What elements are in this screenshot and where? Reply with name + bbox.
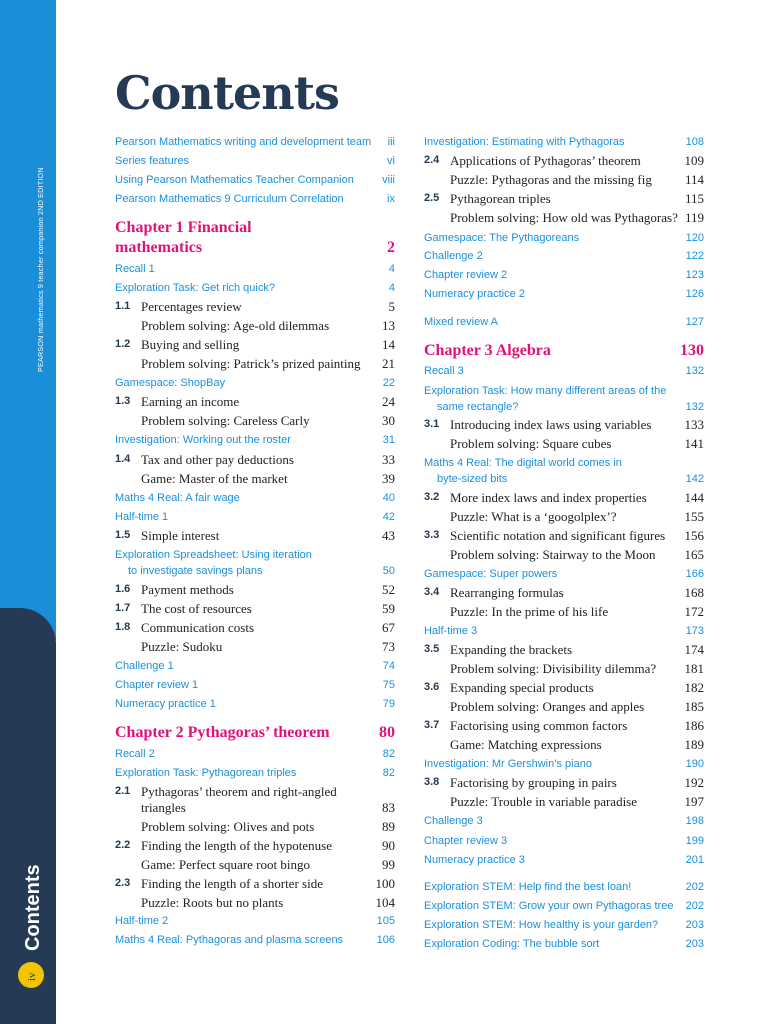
- section-number: 3.4: [424, 586, 440, 598]
- entry-title: Puzzle: Sudoku: [141, 639, 223, 654]
- entry-title: Scientific notation and significant figures: [450, 528, 666, 543]
- entry-title: Maths 4 Real: Pythagoras and plasma screens: [115, 934, 344, 946]
- entry-title: Pearson Mathematics writing and development team: [115, 136, 372, 148]
- toc-entry[interactable]: [115, 377, 395, 395]
- book-title-text: PEARSON mathematics 9 teacher companion 2ND EDITION: [36, 167, 45, 372]
- entry-page: 203: [685, 919, 704, 931]
- entry-title: Gamespace: The Pythagoreans: [424, 232, 580, 244]
- entry-page: 104: [375, 895, 395, 910]
- toc-entry[interactable]: [115, 434, 395, 452]
- entry-page: 155: [684, 509, 704, 524]
- entry-title: Payment methods: [141, 582, 234, 597]
- toc-entry[interactable]: [424, 737, 704, 755]
- entry-page: 108: [685, 136, 704, 148]
- entry-title: Half-time 1: [115, 511, 169, 523]
- toc-entry[interactable]: [424, 250, 704, 268]
- entry-title: Chapter review 2: [424, 269, 508, 281]
- section-number: 2.5: [424, 192, 440, 204]
- entry-page: 43: [382, 528, 395, 543]
- section-number: 2.2: [115, 839, 131, 851]
- entry-title: Puzzle: Trouble in variable paradise: [450, 794, 638, 809]
- entry-page: 142: [685, 473, 704, 485]
- toc-entry[interactable]: [115, 895, 395, 913]
- toc-entry[interactable]: [424, 528, 704, 546]
- entry-page: 50: [382, 565, 395, 577]
- entry-page: 119: [684, 210, 704, 225]
- entry-title: Problem solving: Age-old dilemmas: [141, 318, 330, 333]
- entry-page: 181: [684, 661, 704, 676]
- entry-title: Simple interest: [141, 528, 220, 543]
- entry-page: 40: [382, 492, 395, 504]
- entry-page: 114: [684, 172, 704, 187]
- entry-page: 127: [685, 316, 704, 328]
- toc-entry[interactable]: [115, 511, 395, 529]
- toc-entry[interactable]: [424, 815, 704, 833]
- section-number: 1.7: [115, 602, 131, 614]
- toc-entry[interactable]: [424, 625, 704, 643]
- entry-title: to investigate savings plans: [128, 565, 263, 577]
- entry-page: 42: [382, 511, 395, 523]
- entry-title: Factorising by grouping in pairs: [450, 775, 617, 790]
- toc-entry[interactable]: [424, 232, 704, 250]
- entry-page: 99: [382, 857, 395, 872]
- toc-entry[interactable]: [115, 698, 395, 716]
- chapter-title: Chapter 3 Algebra: [424, 342, 551, 359]
- toc-entry[interactable]: [424, 509, 704, 527]
- entry-title: Chapter review 1: [115, 679, 199, 691]
- toc-entry[interactable]: [115, 193, 395, 211]
- toc-entry[interactable]: [115, 819, 395, 837]
- entry-page: 202: [685, 900, 704, 912]
- toc-entry[interactable]: [115, 263, 395, 281]
- entry-page: 202: [685, 881, 704, 893]
- toc-entry[interactable]: [424, 604, 704, 622]
- toc-entry[interactable]: [115, 915, 395, 933]
- entry-page: vi: [387, 155, 395, 167]
- entry-title: Game: Perfect square root bingo: [141, 857, 310, 872]
- entry-title: Exploration STEM: How healthy is your garden?: [424, 919, 659, 931]
- chapter-page: 80: [379, 724, 395, 741]
- chapter-title: Chapter 2 Pythagoras’ theorem: [115, 724, 330, 741]
- entry-title: Investigation: Working out the roster: [115, 434, 291, 446]
- entry-title: Introducing index laws using variables: [450, 417, 652, 432]
- entry-title: Investigation: Mr Gershwin’s piano: [424, 758, 592, 770]
- toc-entry[interactable]: [424, 661, 704, 679]
- entry-title: Investigation: Estimating with Pythagoras: [424, 136, 625, 148]
- toc-entry[interactable]: [115, 620, 395, 638]
- toc-entry[interactable]: [424, 269, 704, 287]
- entry-title: Rearranging formulas: [450, 585, 564, 600]
- entry-page: 5: [388, 299, 395, 314]
- entry-title: Game: Master of the market: [141, 471, 288, 486]
- entry-title: byte-sized bits: [437, 473, 508, 485]
- toc-entry[interactable]: [424, 568, 704, 586]
- entry-title: Earning an income: [141, 394, 240, 409]
- entry-title: Exploration Task: Get rich quick?: [115, 282, 275, 294]
- section-number: 1.5: [115, 529, 131, 541]
- toc-entry[interactable]: [115, 857, 395, 875]
- entry-page: 67: [382, 620, 395, 635]
- toc-entry[interactable]: [424, 153, 704, 171]
- section-number: 3.5: [424, 643, 440, 655]
- entry-title: Puzzle: Roots but no plants: [141, 895, 284, 910]
- entry-page: 105: [376, 915, 395, 927]
- page-number: iv: [26, 972, 38, 981]
- section-number: 3.3: [424, 529, 440, 541]
- entry-page: ix: [387, 193, 395, 205]
- toc-entry[interactable]: [424, 585, 704, 603]
- entry-page: 141: [684, 436, 704, 451]
- entry-title: Maths 4 Real: The digital world comes in: [424, 457, 622, 469]
- entry-title: Problem solving: Careless Carly: [141, 413, 310, 428]
- entry-title: Half-time 2: [115, 915, 169, 927]
- chapter-heading[interactable]: [115, 239, 395, 257]
- entry-title: Problem solving: Square cubes: [450, 436, 612, 451]
- entry-title: Problem solving: Divisibility dilemma?: [450, 661, 657, 676]
- toc-entry[interactable]: [424, 919, 704, 937]
- entry-page: 199: [685, 835, 704, 847]
- toc-entry[interactable]: [115, 174, 395, 192]
- entry-title: Exploration Spreadsheet: Using iteration: [115, 549, 312, 561]
- entry-page: 14: [382, 337, 395, 352]
- entry-title: Recall 2: [115, 748, 155, 760]
- entry-page: 33: [382, 452, 395, 467]
- chapter-page: 130: [680, 342, 704, 359]
- toc-entry[interactable]: [115, 582, 395, 600]
- entry-page: 189: [684, 737, 704, 752]
- toc-entry[interactable]: [424, 436, 704, 454]
- toc-entry[interactable]: [115, 471, 395, 489]
- page-title: Contents: [115, 66, 339, 120]
- entry-page: 172: [684, 604, 704, 619]
- entry-page: 126: [685, 288, 704, 300]
- section-number: 1.2: [115, 338, 131, 350]
- entry-page: 13: [382, 318, 395, 333]
- toc-entry[interactable]: [115, 838, 395, 856]
- entry-page: 144: [684, 490, 704, 505]
- toc-entry[interactable]: [424, 547, 704, 565]
- book-spine-label: [36, 72, 46, 372]
- toc-entry[interactable]: [115, 318, 395, 336]
- entry-title: Numeracy practice 2: [424, 288, 525, 300]
- toc-entry[interactable]: [115, 767, 395, 785]
- toc-entry[interactable]: [424, 210, 704, 228]
- section-number: 2.1: [115, 785, 131, 797]
- entry-page: 90: [382, 838, 395, 853]
- section-number: 2.4: [424, 154, 440, 166]
- entry-title: Tax and other pay deductions: [141, 452, 294, 467]
- entry-title: Problem solving: Olives and pots: [141, 819, 315, 834]
- entry-title: Recall 3: [424, 365, 464, 377]
- sidebar-band: [0, 0, 56, 640]
- toc-entry[interactable]: [115, 155, 395, 173]
- entry-page: 89: [382, 819, 395, 834]
- toc-entry[interactable]: [424, 758, 704, 776]
- toc-entry[interactable]: [115, 876, 395, 894]
- chapter-page: 2: [387, 239, 395, 256]
- entry-title: Using Pearson Mathematics Teacher Companion: [115, 174, 354, 186]
- entry-title: Puzzle: Pythagoras and the missing fig: [450, 172, 652, 187]
- toc-entry[interactable]: [424, 699, 704, 717]
- toc-entry[interactable]: [115, 452, 395, 470]
- entry-title: Pythagoras’ theorem and right-angled: [141, 784, 337, 799]
- entry-page: 173: [685, 625, 704, 637]
- toc-entry[interactable]: [424, 316, 704, 334]
- entry-title: Challenge 1: [115, 660, 174, 672]
- entry-page: 4: [388, 263, 395, 275]
- entry-title: Recall 1: [115, 263, 155, 275]
- toc-entry[interactable]: [424, 900, 704, 918]
- entry-page: 166: [685, 568, 704, 580]
- entry-title: Exploration STEM: Grow your own Pythagoras tree: [424, 900, 674, 912]
- section-number: 1.3: [115, 395, 131, 407]
- entry-page: 185: [684, 699, 704, 714]
- entry-title: Buying and selling: [141, 337, 240, 352]
- section-number: 3.2: [424, 491, 440, 503]
- entry-page: 59: [382, 601, 395, 616]
- entry-title: Challenge 2: [424, 250, 483, 262]
- section-number: 3.8: [424, 776, 440, 788]
- entry-page: 182: [684, 680, 704, 695]
- entry-title: Exploration Coding: The bubble sort: [424, 938, 600, 950]
- section-number: 1.6: [115, 583, 131, 595]
- entry-page: viii: [382, 174, 395, 186]
- toc-entry[interactable]: [424, 794, 704, 812]
- toc-entry[interactable]: [115, 660, 395, 678]
- entry-page: 168: [684, 585, 704, 600]
- entry-page: 198: [685, 815, 704, 827]
- chapter-title: Chapter 1 Financial: [115, 219, 252, 236]
- entry-title: Gamespace: ShopBay: [115, 377, 226, 389]
- entry-page: iii: [387, 136, 395, 148]
- toc-entry[interactable]: [115, 356, 395, 374]
- toc-entry[interactable]: [424, 417, 704, 435]
- entry-title: Finding the length of the hypotenuse: [141, 838, 333, 853]
- toc-entry[interactable]: [115, 639, 395, 657]
- entry-page: 165: [684, 547, 704, 562]
- entry-page: 79: [382, 698, 395, 710]
- entry-page: 190: [685, 758, 704, 770]
- toc-entry[interactable]: [115, 299, 395, 317]
- entry-title: Chapter review 3: [424, 835, 508, 847]
- entry-title: Series features: [115, 155, 189, 167]
- entry-title: Game: Matching expressions: [450, 737, 602, 752]
- entry-title: Exploration STEM: Help find the best loan!: [424, 881, 632, 893]
- entry-page: 192: [684, 775, 704, 790]
- section-number: 1.8: [115, 621, 131, 633]
- toc-entry[interactable]: [424, 473, 704, 491]
- toc-entry[interactable]: [424, 835, 704, 853]
- section-number: 2.3: [115, 877, 131, 889]
- entry-page: 39: [382, 471, 395, 486]
- entry-title: Exploration Task: Pythagorean triples: [115, 767, 297, 779]
- toc-entry[interactable]: [115, 528, 395, 546]
- entry-page: 120: [685, 232, 704, 244]
- entry-page: 201: [685, 854, 704, 866]
- toc-entry[interactable]: [115, 565, 395, 583]
- entry-page: 4: [388, 282, 395, 294]
- entry-page: 31: [382, 434, 395, 446]
- toc-entry[interactable]: [424, 881, 704, 899]
- toc-entry[interactable]: [115, 136, 395, 154]
- entry-title: More index laws and index properties: [450, 490, 647, 505]
- toc-entry[interactable]: [424, 365, 704, 383]
- entry-page: 73: [382, 639, 395, 654]
- toc-entry[interactable]: [115, 413, 395, 431]
- entry-title: Expanding special products: [450, 680, 594, 695]
- toc-entry[interactable]: [424, 775, 704, 793]
- toc-entry[interactable]: [115, 748, 395, 766]
- toc-entry[interactable]: [115, 601, 395, 619]
- entry-title: Puzzle: In the prime of his life: [450, 604, 609, 619]
- section-number: 1.1: [115, 300, 131, 312]
- toc-entry[interactable]: [424, 680, 704, 698]
- section-number: 3.1: [424, 418, 440, 430]
- toc-entry[interactable]: [424, 718, 704, 736]
- chapter-heading[interactable]: [115, 724, 395, 742]
- toc-entry[interactable]: [115, 934, 395, 952]
- section-side-label: [22, 855, 46, 955]
- entry-title: Applications of Pythagoras’ theorem: [450, 153, 641, 168]
- entry-title: Communication costs: [141, 620, 255, 635]
- toc-entry[interactable]: [424, 136, 704, 154]
- entry-title: Pythagorean triples: [450, 191, 551, 206]
- entry-title: Expanding the brackets: [450, 642, 573, 657]
- entry-title: Problem solving: Stairway to the Moon: [450, 547, 656, 562]
- entry-page: 30: [382, 413, 395, 428]
- entry-page: 22: [382, 377, 395, 389]
- entry-title: Numeracy practice 3: [424, 854, 525, 866]
- entry-title: triangles: [141, 800, 186, 815]
- entry-title: The cost of resources: [141, 601, 252, 616]
- section-number: 1.4: [115, 453, 131, 465]
- entry-title: Pearson Mathematics 9 Curriculum Correlation: [115, 193, 344, 205]
- entry-page: 174: [684, 642, 704, 657]
- entry-page: 123: [685, 269, 704, 281]
- entry-page: 115: [684, 191, 704, 206]
- entry-page: 24: [382, 394, 395, 409]
- entry-page: 156: [684, 528, 704, 543]
- entry-title: Gamespace: Super powers: [424, 568, 558, 580]
- entry-page: 132: [685, 401, 704, 413]
- entry-title: same rectangle?: [437, 401, 519, 413]
- toc-entry[interactable]: [424, 938, 704, 956]
- toc-entry[interactable]: [115, 337, 395, 355]
- entry-page: 75: [382, 679, 395, 691]
- toc-entry[interactable]: [424, 642, 704, 660]
- entry-page: 197: [684, 794, 704, 809]
- entry-title: Problem solving: Oranges and apples: [450, 699, 645, 714]
- entry-page: 106: [376, 934, 395, 946]
- entry-page: 82: [382, 748, 395, 760]
- entry-page: 52: [382, 582, 395, 597]
- entry-page: 74: [382, 660, 395, 672]
- section-number: 3.6: [424, 681, 440, 693]
- entry-title: Maths 4 Real: A fair wage: [115, 492, 240, 504]
- chapter-title: mathematics: [115, 239, 203, 256]
- section-label-text: Contents: [22, 864, 44, 951]
- section-number: 3.7: [424, 719, 440, 731]
- toc-entry[interactable]: [115, 282, 395, 300]
- entry-title: Percentages review: [141, 299, 242, 314]
- toc-entry[interactable]: [424, 191, 704, 209]
- entry-page: 21: [382, 356, 395, 371]
- entry-page: 83: [382, 800, 395, 815]
- entry-page: 133: [684, 417, 704, 432]
- entry-page: 132: [685, 365, 704, 377]
- entry-page: 122: [685, 250, 704, 262]
- toc-entry[interactable]: [115, 394, 395, 412]
- entry-title: Mixed review A: [424, 316, 498, 328]
- entry-title: Problem solving: How old was Pythagoras?: [450, 210, 678, 225]
- page-number-badge: [18, 962, 44, 988]
- toc-entry[interactable]: [424, 172, 704, 190]
- entry-page: 82: [382, 767, 395, 779]
- entry-title: Numeracy practice 1: [115, 698, 216, 710]
- entry-page: 203: [685, 938, 704, 950]
- toc-entry[interactable]: [424, 490, 704, 508]
- entry-page: 100: [375, 876, 395, 891]
- entry-title: Half-time 3: [424, 625, 478, 637]
- toc-entry[interactable]: [115, 800, 395, 818]
- entry-title: Problem solving: Patrick’s prized painting: [141, 356, 361, 371]
- toc-entry[interactable]: [115, 679, 395, 697]
- entry-title: Exploration Task: How many different areas of the: [424, 385, 667, 397]
- toc-entry[interactable]: [115, 492, 395, 510]
- entry-title: Factorising using common factors: [450, 718, 628, 733]
- entry-page: 186: [684, 718, 704, 733]
- entry-page: 109: [684, 153, 704, 168]
- toc-entry[interactable]: [424, 288, 704, 306]
- chapter-heading[interactable]: [424, 342, 704, 360]
- entry-title: Puzzle: What is a ‘googolplex’?: [450, 509, 617, 524]
- toc-entry[interactable]: [424, 854, 704, 872]
- chapter-heading[interactable]: [115, 219, 395, 237]
- entry-title: Finding the length of a shorter side: [141, 876, 323, 891]
- entry-title: Challenge 3: [424, 815, 483, 827]
